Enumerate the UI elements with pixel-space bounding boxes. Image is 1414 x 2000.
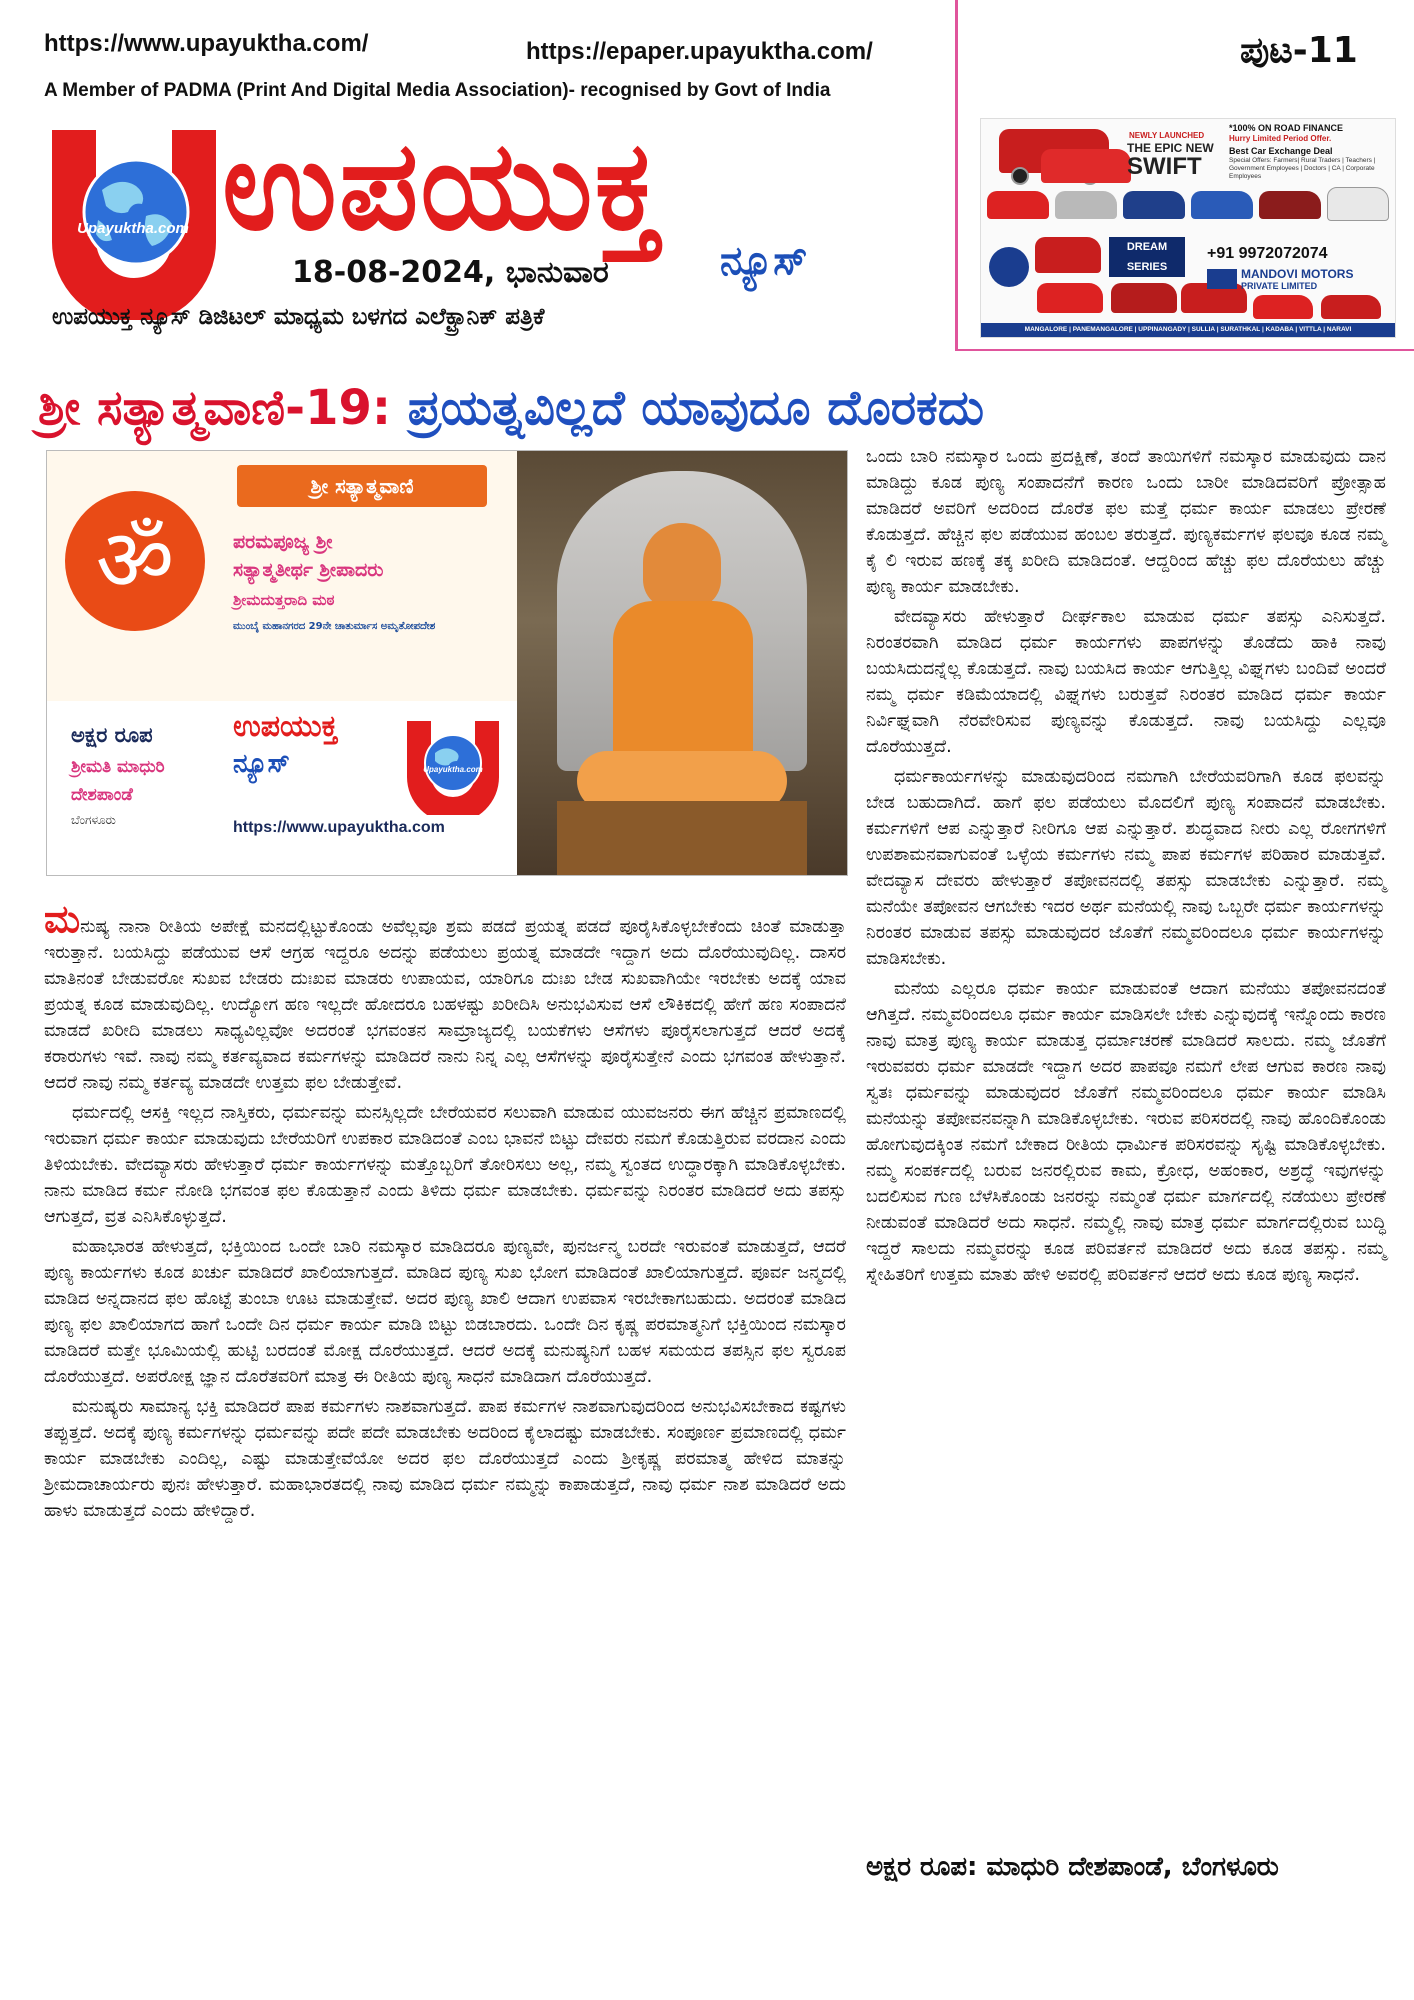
banner-swamiji-line1: ಪರಮಪೂಜ್ಯ ಶ್ರೀ: [233, 531, 333, 553]
banner-brand-url[interactable]: https://www.upayuktha.com: [233, 819, 445, 836]
car-wheel: [1011, 167, 1029, 185]
banner-akshara-label: ಅಕ್ಷರ ರೂಪ: [71, 723, 153, 747]
swamiji-head: [643, 523, 721, 609]
article-column-right: [866, 444, 1386, 1292]
ad-newly-launched: NEWLY LAUNCHED: [1129, 131, 1205, 140]
masthead-title: ಉಪಯುಕ್ತ: [222, 114, 663, 258]
car-image: [1259, 191, 1321, 219]
masthead-news: ನ್ಯೂಸ್: [720, 238, 808, 284]
masthead-tagline: ಉಪಯುಕ್ತ ನ್ಯೂಸ್ ಡಿಜಿಟಲ್ ಮಾಧ್ಯಮ ಬಳಗದ ಎಲೆಕ್ಟ್ರಾನಿಕ್ ಪತ್ರಿಕೆ: [52, 304, 545, 330]
article-paragraph: ಮನುಷ್ಯ ನಾನಾ ರೀತಿಯ ಅಪೇಕ್ಷೆ ಮನದಲ್ಲಿಟ್ಟುಕೊಂಡು ಅವೆಲ್ಲವೂ ಶ್ರಮ ಪಡದೆ ಪ್ರಯತ್ನ ಪಡದೆ ಪೂರೈಸಿಕೊಳ್ಳಬೇಕೆಂದು ಚಿಂತೆ ಮಾಡುತ್ತಾ ಇರುತ್ತಾನೆ. ಬಯಸಿದ್ದು ಪಡೆಯುವ ಆಸೆ ಆಗ್ರಹ ಇದ್ದರೂ ಅದನ್ನು ಪಡೆಯಲು ಪ್ರಯತ್ನ ಮಾಡದೇ ಇದ್ದಾಗ ಅದು ದೊರೆಯುವುದಿಲ್ಲ. ದಾಸರ ಮಾತಿನಂತೆ ಬೇಡುವರೋ ಸುಖವ ಬೇಡರು ದುಃಖವ ಮಾಡರು ಉಪಾಯವ, ಯಾರಿಗೂ ದುಃಖ ಬೇಡ ಸುಖವಾಗಿಯೇ ಇರಬೇಕು ಅದಕ್ಕೆ ಯಾವ ಪ್ರಯತ್ನ ಕೂಡ ಮಾಡುವುದಿಲ್ಲ. ಉದ್ಯೋಗ ಹಣ ಇಲ್ಲದೇ ಹೋದರೂ ಬಹಳಷ್ಟು ಖರೀದಿಸಿ ಅನುಭವಿಸುವ ಆಸೆ ಲೌಕಿಕದಲ್ಲಿ ಹೇಗೆ ಹಣ ಸಂಪಾದನೆ ಮಾಡದೆ ಖರೀದಿ ಮಾಡಲು ಸಾಧ್ಯವಿಲ್ಲವೋ ಅದರಂತೆ ಭಗವಂತನ ಸಾಮ್ರಾಜ್ಯದಲ್ಲಿ ಬಯಕೆಗಳು ಆಸೆಗಳು ಪೂರೈಸಲಾಗುತ್ತದೆ ಆದರೆ ಅದಕ್ಕೆ ಕರಾರುಗಳು ಇವೆ. ನಾವು ನಮ್ಮ ಕರ್ತವ್ಯವಾದ ಕರ್ಮಗಳನ್ನು ಮಾಡಿದರೆ ನಾನು ನಿನ್ನ ಎಲ್ಲ ಆಸೆಗಳನ್ನು ಪೂರೈಸುತ್ತೇನೆ ಎಂದು ಭಗವಂತ ಹೇಳುತ್ತಾನೆ. ಆದರೆ ನಾವು ನಮ್ಮ ಕರ್ತವ್ಯ ಮಾಡದೇ ಉತ್ತಮ ಫಲ ಬೇಡುತ್ತೇವೆ.: [44, 897, 846, 1093]
banner-writer-line1: ಶ್ರೀಮತಿ ಮಾಧುರಿ: [71, 757, 165, 777]
article-paragraph: ವೇದವ್ಯಾಸರು ಹೇಳುತ್ತಾರೆ ದೀರ್ಘಕಾಲ ಮಾಡುವ ಧರ್ಮ ತಪಸ್ಸು ಎನಿಸುತ್ತದೆ. ನಿರಂತರವಾಗಿ ಮಾಡಿದ ಧರ್ಮ ಕಾರ್ಯಗಳು ಪಾಪಗಳನ್ನು ತೊಡೆದು ಹಾಕಿ ನಾವು ಬಯಸಿದುದನ್ನೆಲ್ಲ ಕೊಡುತ್ತದೆ. ನಾವು ಬಯಸಿದ ಕಾರ್ಯ ಆಗುತ್ತಿಲ್ಲ ವಿಘ್ನಗಳು ಬಂದಿವೆ ಅಂದರೆ ನಮ್ಮ ಧರ್ಮ ಕಡಿಮೆಯಾದಲ್ಲಿ ವಿಘ್ನಗಳು ಬರುತ್ತವೆ ನಿರಂತರ ಮಾಡಿದ ಧರ್ಮ ಕಾರ್ಯ ನಿರ್ವಿಘ್ನವಾಗಿ ನೆರವೇರಿಸುವ ಪುಣ್ಯವನ್ನು ಕೊಡುತ್ತದೆ. ನಾವು ಬಯಸಿದ್ದು ಎಲ್ಲವೂ ದೊರೆಯುತ್ತದೆ.: [866, 607, 1386, 757]
car-image: [1055, 191, 1117, 219]
header-divider-horizontal: [955, 349, 1414, 351]
mandovi-logo-icon: [1207, 269, 1237, 289]
upayuktha-logo: [44, 120, 222, 320]
ad-offer-4: Special Offers: Farmers| Rural Traders | Teachers | Government Employees | Doctors | CA | Corporate Employees: [1229, 157, 1376, 180]
article-paragraph: ಮನೆಯ ಎಲ್ಲರೂ ಧರ್ಮ ಕಾರ್ಯ ಮಾಡುವಂತೆ ಆದಾಗ ಮನೆಯು ತಪೋವನದಂತೆ ಆಗಿತ್ತದೆ. ನಮ್ಮವರಿಂದಲೂ ಧರ್ಮ ಕಾರ್ಯ ಮಾಡಿಸಲೇ ಬೇಕು ಎನ್ನುವುದಕ್ಕೆ ಇನ್ನೊಂದು ಕಾರಣ ನಾವು ಮಾತ್ರ ಪುಣ್ಯ ಕಾರ್ಯ ಮಾಡುತ್ತ ಧರ್ಮಾಚರಣೆ ಮಾಡಿದರೆ ಸಾಲದು. ನಮ್ಮ ಜೊತೆಗೆ ಇರುವವರು ಧರ್ಮ ಮಾಡದೇ ಇದ್ದಾಗ ಅದರ ಪಾಪವೂ ನಮಗೆ ಲೇಪ ಆಗುವ ಕಾರಣ ನಾವು ಸ್ವತಃ ಧರ್ಮವನ್ನು ಮಾಡುವುದರ ಜೊತೆಗೆ ನಮ್ಮವರಿಂದಲೂ ಧರ್ಮ ಕಾರ್ಯ ಮಾಡಿಸಿ ಮನೆಯನ್ನು ತಪೋವನವನ್ನಾಗಿ ಮಾಡಿಕೊಳ್ಳಬೇಕು. ಇರುವ ಪರಿಸರದಲ್ಲಿ ನಾವು ಹೊಂದಿಕೊಂಡು ಹೋಗುವುದಕ್ಕಿಂತ ನಮಗೆ ಬೇಕಾದ ರೀತಿಯ ಧಾರ್ಮಿಕ ಪರಿಸರವನ್ನು ಸೃಷ್ಟಿ ಮಾಡಿಕೊಳ್ಳಬೇಕು. ನಮ್ಮ ಸಂಪರ್ಕದಲ್ಲಿ ಬರುವ ಜನರಲ್ಲಿರುವ ಕಾಮ, ಕ್ರೋಧ, ಅಹಂಕಾರ, ಅಶ್ರದ್ಧೆ ಇವುಗಳನ್ನು ಬದಲಿಸುವ ಗುಣ ಬೆಳೆಸಿಕೊಂಡು ಜನರನ್ನು ನಮ್ಮಂತೆ ಧರ್ಮ ಮಾರ್ಗದಲ್ಲಿ ನಡೆಯಲು ಪ್ರೇರಣೆ ನೀಡುವಂತೆ ಮಾಡಿದರೆ ಅದು ಸಾಧನೆ. ನಮ್ಮಲ್ಲಿ ನಾವು ಮಾತ್ರ ಧರ್ಮ ಮಾರ್ಗದಲ್ಲಿರುವ ಬುದ್ಧಿ ಇದ್ದರೆ ಸಾಲದು ನಮ್ಮವರನ್ನು ಕೂಡ ಪರಿವರ್ತನೆ ಮಾಡಿದರೆ ಅದು ಕೂಡ ತಪಸ್ಸು. ನಮ್ಮ ಸ್ನೇಹಿತರಿಗೆ ಉತ್ತಮ ಮಾತು ಹೇಳಿ ಅವರಲ್ಲಿ ಪರಿವರ್ತನೆ ಆದರೆ ಅದು ಕೂಡ ಪುಣ್ಯ ಸಾಧನೆ.: [866, 979, 1386, 1285]
ad-dealer-name: MANDOVI MOTORS: [1241, 267, 1354, 281]
masthead-date: 18-08-2024, ಭಾನುವಾರ: [292, 255, 609, 290]
banner-matha: ಶ್ರೀಮದುತ್ತರಾದಿ ಮಠ: [233, 591, 335, 609]
article-byline: ಅಕ್ಷರ ರೂಪ: ಮಾಧುರಿ ದೇಶಪಾಂಡೆ, ಬೆಂಗಳೂರು: [866, 1852, 1279, 1882]
article-banner: [46, 450, 848, 876]
suzuki-logo-icon: [989, 247, 1029, 287]
headline-series: ಶ್ರೀ ಸತ್ಯಾತ್ಮವಾಣಿ-19:: [38, 380, 392, 436]
ad-offer-3: Best Car Exchange Deal: [1229, 146, 1333, 156]
swamiji-photo: [517, 451, 847, 875]
car-image: [1327, 187, 1389, 221]
car-image: [1037, 283, 1103, 313]
banner-swamiji-line2: ಸತ್ಯಾತ್ಮತೀರ್ಥ ಶ್ರೀಪಾದರು: [233, 559, 384, 581]
banner-brand-news: ನ್ಯೂಸ್: [233, 749, 290, 779]
car-image: [1123, 191, 1185, 219]
car-image: [1035, 237, 1101, 273]
car-image: [1191, 191, 1253, 219]
ad-offer-1: *100% ON ROAD FINANCE: [1229, 123, 1344, 133]
ad-epic-new: THE EPIC NEW: [1127, 141, 1214, 155]
article-column-left: [44, 897, 846, 1528]
swamiji-robe: [613, 601, 753, 771]
banner-writer-city: ಬೆಂಗಳೂರು: [71, 813, 116, 827]
ad-phone[interactable]: +91 9972072074: [1207, 245, 1328, 262]
article-paragraph: ಮಹಾಭಾರತ ಹೇಳುತ್ತದೆ, ಭಕ್ತಿಯಿಂದ ಒಂದೇ ಬಾರಿ ನಮಸ್ಕಾರ ಮಾಡಿದರೂ ಪುಣ್ಯವೇ, ಪುನರ್ಜನ್ಮ ಬರದೇ ಇರುವಂತೆ ಮಾಡುತ್ತದೆ, ಆದರೆ ಪುಣ್ಯ ಕಾರ್ಯಗಳು ಕೂಡ ಖರ್ಚು ಮಾಡಿದರೆ ಖಾಲಿಯಾಗುತ್ತದೆ. ಮಾಡಿದ ಪುಣ್ಯ ಸುಖ ಭೋಗ ಮಾಡಿದಂತೆ ಖಾಲಿಯಾಗುತ್ತದೆ. ಪೂರ್ವ ಜನ್ಮದಲ್ಲಿ ಮಾಡಿದ ಅನ್ನದಾನದ ಫಲ ಹೊಟ್ಟೆ ತುಂಬಾ ಊಟ ಮಾಡುತ್ತೇವೆ. ಅದರ ಪುಣ್ಯ ಖಾಲಿ ಆದಾಗ ಉಪವಾಸ ಇರಬೇಕಾಗಬಹುದು. ಅದರಂತೆ ಮಾಡಿದ ಪುಣ್ಯ ಫಲ ಖಾಲಿಯಾಗದ ಹಾಗೆ ಒಂದೇ ದಿನ ಧರ್ಮ ಕಾರ್ಯ ಮಾಡಿ ಬಿಟ್ಟು ಬಿಡಬಾರದು. ಒಂದೇ ದಿನ ಕೃಷ್ಣ ಪರಮಾತ್ಮನಿಗೆ ಭಕ್ತಿಯಿಂದ ನಮಸ್ಕಾರ ಮಾಡಿದರೆ ಮತ್ತೇ ಭೂಮಿಯಲ್ಲಿ ಹುಟ್ಟಿ ಬರದಂತೆ ಮೋಕ್ಷ ದೊರೆಯುತ್ತದೆ. ಆದರೆ ಅದಕ್ಕೆ ಮನುಷ್ಯನಿಗೆ ಬಹಳ ಸಮಯದ ತಪಸ್ಸಿನ ಫಲ ಸ್ವರೂಪ ದೊರೆಯುತ್ತದೆ. ಅಪರೋಕ್ಷ ಜ್ಞಾನ ದೊರೆತವರಿಗೆ ಮಾತ್ರ ಈ ರೀತಿಯ ಪುಣ್ಯ ಸಾಧನೆ ಮಾಡಿದಾಗ ದೊರೆಯುತ್ತದೆ.: [44, 1237, 846, 1387]
car-image: [1321, 295, 1381, 319]
ad-offer-2: Hurry Limited Period Offer.: [1229, 134, 1332, 143]
dropcap: ಮ: [44, 897, 81, 941]
banner-series-title: ಶ್ರೀ ಸತ್ಯಾತ್ಮವಾಣಿ: [237, 465, 487, 507]
epaper-url-link[interactable]: https://epaper.upayuktha.com/: [526, 38, 873, 65]
banner-event: ಮುಂಬೈ ಮಹಾನಗರದ 29ನೇ ಚಾತುರ್ಮಾಸ ಅಮೃತೋಪದೇಶ: [233, 621, 436, 632]
ad-branches: MANGALORE | PANEMANGALORE | UPPINANGADY | SULLIA | SURATHKAL | KADABA | VITTLA | NARAVI: [981, 323, 1395, 337]
car-image: [987, 191, 1049, 219]
wooden-seat: [557, 801, 807, 875]
ad-model: SWIFT: [1127, 153, 1202, 180]
article-paragraph: ಧರ್ಮಕಾರ್ಯಗಳನ್ನು ಮಾಡುವುದರಿಂದ ನಮಗಾಗಿ ಬೇರೆಯವರಿಗಾಗಿ ಕೂಡ ಫಲವನ್ನು ಬೇಡ ಬಹುದಾಗಿದೆ. ಹಾಗೆ ಫಲ ಪಡೆಯಲು ಮೊದಲಿಗೆ ಪುಣ್ಯ ಸಂಪಾದನೆ ಮಾಡಬೇಕು. ಕರ್ಮಗಳಿಗೆ ಆಪ ಎನ್ನುತ್ತಾರೆ ನೀರಿಗೂ ಆಪ ಎನ್ನುತ್ತಾರೆ. ಶುದ್ಧವಾದ ನೀರು ಎಲ್ಲ ರೋಗಗಳಿಗೆ ಉಪಶಾಮನವಾಗುವಂತೆ ಒಳ್ಳೆಯ ಕರ್ಮಗಳು ನಮ್ಮ ಪಾಪ ಕರ್ಮಗಳ ಪರಿಹಾರ ಮಾಡುತ್ತವೆ. ವೇದವ್ಯಾಸ ದೇವರು ಹೇಳುತ್ತಾರೆ ತಪೋವನದಲ್ಲಿ ತಪಸ್ಸು ಮಾಡಬೇಕು ಎನ್ನುತ್ತಾರೆ. ನಮ್ಮ ಮನೆಯೇ ತಪೋವನ ಆಗಬೇಕು ಇದರ ಅರ್ಥ ಮನೆಯಲ್ಲಿ ನಾವು ಒಬ್ಬರೇ ಧರ್ಮ ಕಾರ್ಯಗಳನ್ನು ನಿರಂತರ ಮಾಡುವ ತಪಸ್ಸು ಮಾಡುವುದರ ಜೊತೆಗೆ ನಮ್ಮವರಿಂದಲೂ ಧರ್ಮ ಕಾರ್ಯಗಳನ್ನು ಮಾಡಿಸಬೇಕು.: [866, 767, 1386, 969]
car-image: [1253, 295, 1313, 319]
car-image: [1041, 149, 1131, 183]
banner-writer-line2: ದೇಶಪಾಂಡೆ: [71, 785, 133, 805]
car-advertisement[interactable]: [980, 118, 1396, 338]
member-line: A Member of PADMA (Print And Digital Media Association)- recognised by Govt of India: [44, 80, 831, 101]
article-paragraph: ಧರ್ಮದಲ್ಲಿ ಆಸಕ್ತಿ ಇಲ್ಲದ ನಾಸ್ತಿಕರು, ಧರ್ಮವನ್ನು ಮನಸ್ಸಿಲ್ಲದೇ ಬೇರೆಯವರ ಸಲುವಾಗಿ ಮಾಡುವ ಯುವಜನರು ಈಗ ಹೆಚ್ಚಿನ ಪ್ರಮಾಣದಲ್ಲಿ ಇರುವಾಗ ಧರ್ಮ ಕಾರ್ಯ ಮಾಡುವುದು ಬೇರೆಯರಿಗೆ ಉಪಕಾರ ಮಾಡಿದಂತೆ ಎಂಬ ಭಾವನೆ ಬಿಟ್ಟು ದೇವರು ನಮಗೆ ಕೊಡುತ್ತಿರುವ ವರದಾನ ಎಂದು ತಿಳಿಯಬೇಕು. ವೇದವ್ಯಾಸರು ಹೇಳುತ್ತಾರೆ ಧರ್ಮ ಕಾರ್ಯಗಳನ್ನು ಮತ್ತೊಬ್ಬರಿಗೆ ತೋರಿಸಲು ಅಲ್ಲ, ನಮ್ಮ ಸ್ವಂತದ ಉದ್ಧಾರಕ್ಕಾಗಿ ಮಾಡಿಕೊಳ್ಳಬೇಕು. ನಾನು ಮಾಡಿದ ಕರ್ಮ ನೋಡಿ ಭಗವಂತ ಫಲ ಕೊಡುತ್ತಾನೆ ಎಂದು ತಿಳಿದು ಧರ್ಮ ಮಾಡಬೇಕು. ಧರ್ಮವನ್ನು ನಿರಂತರ ಮಾಡಿದರೆ ಅದು ತಪಸ್ಸು ಆಗುತ್ತದೆ, ವ್ರತ ಎನಿಸಿಕೊಳ್ಳುತ್ತದೆ.: [44, 1103, 846, 1227]
article-paragraph: ಒಂದು ಬಾರಿ ನಮಸ್ಕಾರ ಒಂದು ಪ್ರದಕ್ಷಿಣೆ, ತಂದೆ ತಾಯಿಗಳಿಗೆ ನಮಸ್ಕಾರ ಮಾಡುವುದು ದಾನ ಮಾಡಿದ್ದು ಕೂಡ ಪುಣ್ಯ ಸಂಪಾದನೆಗೆ ಕಾರಣ ಒಂದು ಬಾರೀ ಮಾಡಿದವರಿಗೆ ಪ್ರೋತ್ಸಾಹ ಮಾಡಿದರೆ ಅವರಿಗೆ ಅದರಿಂದ ದೊರೆತ ಫಲ ಮತ್ತೆ ಧರ್ಮ ಕಾರ್ಯ ಮಾಡಲು ಪ್ರೇರಣೆ ಕೊಡುತ್ತದೆ. ಹೆಚ್ಚಿನ ಫಲ ಪಡೆಯುವ ಹಂಬಲ ತರುತ್ತದೆ. ಪುಣ್ಯಕರ್ಮಗಳ ಫಲವೂ ಕೂಡ ನಮ್ಮ ಕೈ ಲಿ ಇರುವ ಹಣಕ್ಕೆ ತಕ್ಕ ಖರೀದಿ ಮಾಡಿದಂತೆ. ಆದ್ದರಿಂದ ಹೆಚ್ಚು ಫಲ ದೊರೆಯಲು ಹೆಚ್ಚು ಪುಣ್ಯ ಕಾರ್ಯ ಮಾಡಬೇಕು.: [866, 447, 1386, 597]
logo-text: Upayuktha.com: [77, 220, 189, 237]
headline-title: ಪ್ರಯತ್ನವಿಲ್ಲದೆ ಯಾವುದೂ ದೊರಕದು: [407, 380, 985, 436]
header-divider-vertical: [955, 0, 958, 350]
banner-logo-text: Upayuktha.com: [423, 765, 483, 774]
article-paragraph: ಮನುಷ್ಯರು ಸಾಮಾನ್ಯ ಭಕ್ತಿ ಮಾಡಿದರೆ ಪಾಪ ಕರ್ಮಗಳು ನಾಶವಾಗುತ್ತದೆ. ಪಾಪ ಕರ್ಮಗಳ ನಾಶವಾಗುವುದರಿಂದ ಅನುಭವಿಸಬೇಕಾದ ಕಷ್ಟಗಳು ತಪ್ಪುತ್ತದೆ. ಅದಕ್ಕೆ ಪುಣ್ಯ ಕರ್ಮಗಳನ್ನು ಧರ್ಮವನ್ನು ಪದೇ ಪದೇ ಮಾಡಬೇಕು ಅದರಿಂದ ಕೈಲಾದಷ್ಟು ಮಾಡಬೇಕು. ಸಂಪೂರ್ಣ ಪ್ರಮಾಣದಲ್ಲಿ ಧರ್ಮ ಕಾರ್ಯ ಮಾಡಬೇಕು ಎಂದಿಲ್ಲ, ಎಷ್ಟು ಮಾಡುತ್ತೇವೆಯೋ ಅದರ ಫಲ ದೊರೆಯುತ್ತದೆ ಎಂದು ಶ್ರೀಕೃಷ್ಣ ಪರಮಾತ್ಮ ಹೇಳಿದ ಮಾತನ್ನು ಶ್ರೀಮದಾಚಾರ್ಯರು ಪುನಃ ಹೇಳುತ್ತಾರೆ. ಮಹಾಭಾರತದಲ್ಲಿ ನಾವು ಮಾಡಿದ ಧರ್ಮ ನಮ್ಮನ್ನು ಕಾಪಾಡುತ್ತದೆ, ನಾವು ಧರ್ಮ ನಾಶ ಮಾಡಿದರೆ ಅದು ಹಾಳು ಮಾಡುತ್ತದೆ ಎಂದು ಹೇಳಿದ್ದಾರೆ.: [44, 1397, 846, 1521]
car-image: [1111, 283, 1177, 313]
om-symbol-icon: ॐ: [65, 491, 205, 631]
ad-dream-series: DREAM SERIES: [1109, 237, 1185, 277]
banner-brand-title: ಉಪಯುಕ್ತ: [233, 709, 338, 744]
site-url-link[interactable]: https://www.upayuktha.com/: [44, 30, 369, 57]
banner-logo-icon: [403, 715, 503, 815]
article-headline: [38, 380, 984, 437]
ad-dealer-sub: PRIVATE LIMITED: [1241, 281, 1318, 291]
banner-credit-box: [47, 701, 517, 875]
page-number: ಪುಟ-11: [1240, 30, 1358, 71]
